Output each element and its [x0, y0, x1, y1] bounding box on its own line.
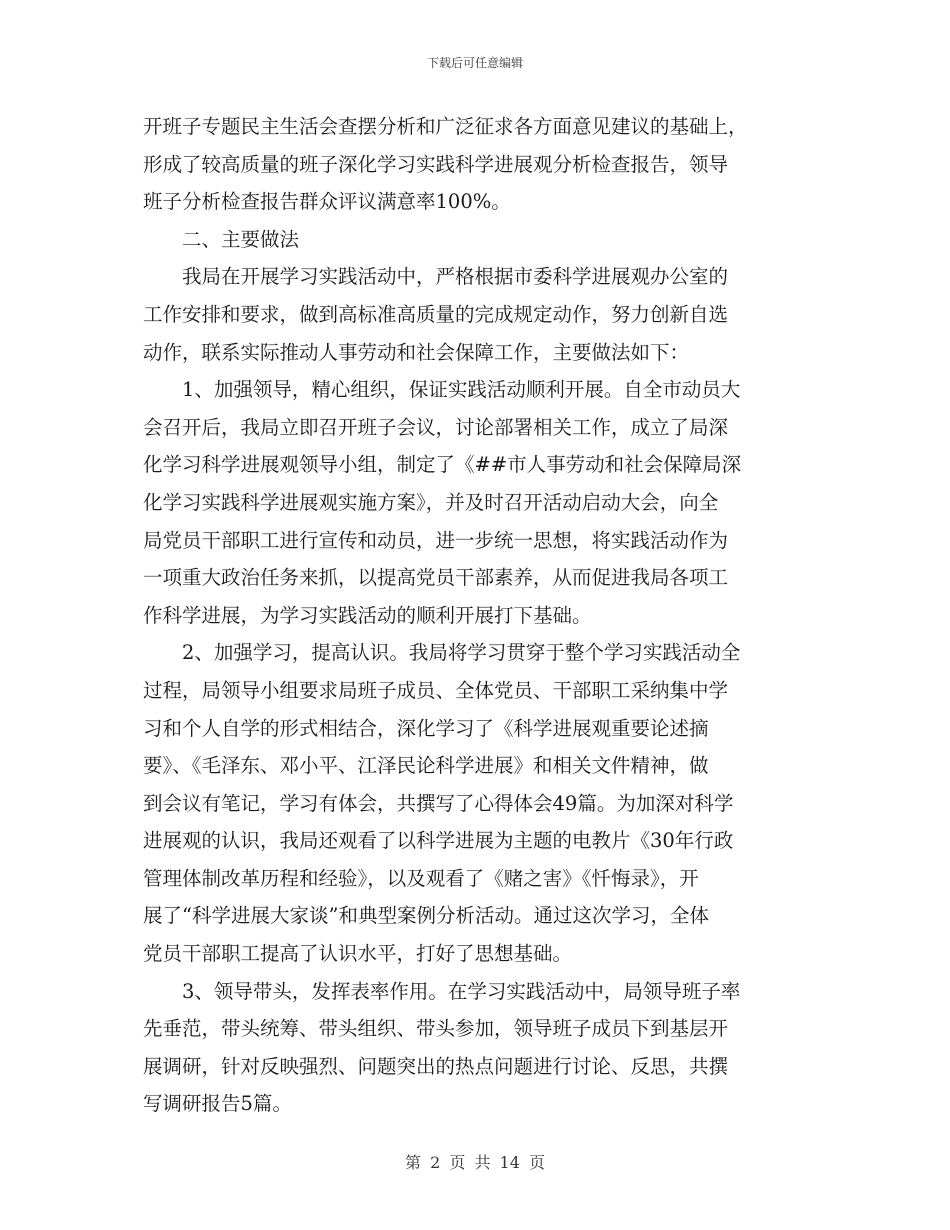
text-line: 化学习科学进展观领导小组，制定了《##市人事劳动和社会保障局深	[143, 453, 742, 477]
document-body	[143, 108, 805, 1123]
text-line: 班子分析检查报告群众评议满意率100%。	[143, 190, 511, 214]
text-line: 动作，联系实际推动人事劳动和社会保障工作，主要做法如下：	[143, 340, 690, 364]
text-line: 工作安排和要求，做到高标准高质量的完成规定动作，努力创新自选	[143, 302, 729, 326]
text-line: 会召开后，我局立即召开班子会议，讨论部署相关工作，成立了局深	[143, 415, 729, 439]
text-line: 写调研报告5篇。	[143, 1092, 292, 1116]
text-line: 过程，局领导小组要求局班子成员、全体党员、干部职工采纳集中学	[143, 678, 729, 702]
text-line: 党员干部职工提高了认识水平，打好了思想基础。	[143, 942, 573, 966]
text-line: 展调研，针对反映强烈、问题突出的热点问题进行讨论、反思，共撰	[143, 1054, 729, 1078]
text-line: 要》、《毛泽东、邓小平、江泽民论科学进展》和相关文件精神，做	[143, 754, 709, 778]
section-heading: 二、主要做法	[182, 227, 300, 251]
text-line: 习和个人自学的形式相结合，深化学习了《科学进展观重要论述摘	[143, 716, 709, 740]
text-line: 化学习实践科学进展观实施方案》，并及时召开活动启动大会，向全	[143, 490, 719, 514]
paragraph-start-line: 2、加强学习，提高认识。我局将学习贯穿于整个学习实践活动全	[182, 641, 741, 665]
page-number: 第 2 页 共 14 页	[405, 1153, 545, 1172]
text-line: 开班子专题民主生活会查摆分析和广泛征求各方面意见建议的基础上，	[143, 115, 748, 138]
text-line: 进展观的认识，我局还观看了以科学进展为主题的电教片《30年行政	[143, 829, 734, 853]
text-line: 作科学进展，为学习实践活动的顺利开展打下基础。	[143, 603, 592, 627]
text-line: 管理体制改革历程和经验》，以及观看了《赌之害》《忏悔录》，开	[143, 866, 699, 890]
paragraph-start-line: 1、加强领导，精心组织，保证实践活动顺利开展。自全市动员大	[182, 378, 741, 402]
text-line: 形成了较高质量的班子深化学习实践科学进展观分析检查报告，领导	[143, 152, 729, 176]
paragraph-start-line: 我局在开展学习实践活动中，严格根据市委科学进展观办公室的	[182, 265, 729, 289]
text-line: 一项重大政治任务来抓，以提高党员干部素养，从而促进我局各项工	[143, 566, 729, 590]
paragraph-start-line: 3、领导带头，发挥表率作用。在学习实践活动中，局领导班子率	[182, 979, 741, 1003]
text-line: 展了“科学进展大家谈”和典型案例分析活动。通过这次学习，全体	[143, 904, 709, 928]
text-line: 到会议有笔记，学习有体会，共撰写了心得体会49篇。为加深对科学	[143, 791, 734, 815]
text-line: 局党员干部职工进行宣传和动员，进一步统一思想，将实践活动作为	[143, 528, 729, 552]
page-header-note: 下载后可任意编辑	[426, 56, 523, 70]
text-line: 先垂范，带头统筹、带头组织、带头参加，领导班子成员下到基层开	[143, 1017, 729, 1041]
